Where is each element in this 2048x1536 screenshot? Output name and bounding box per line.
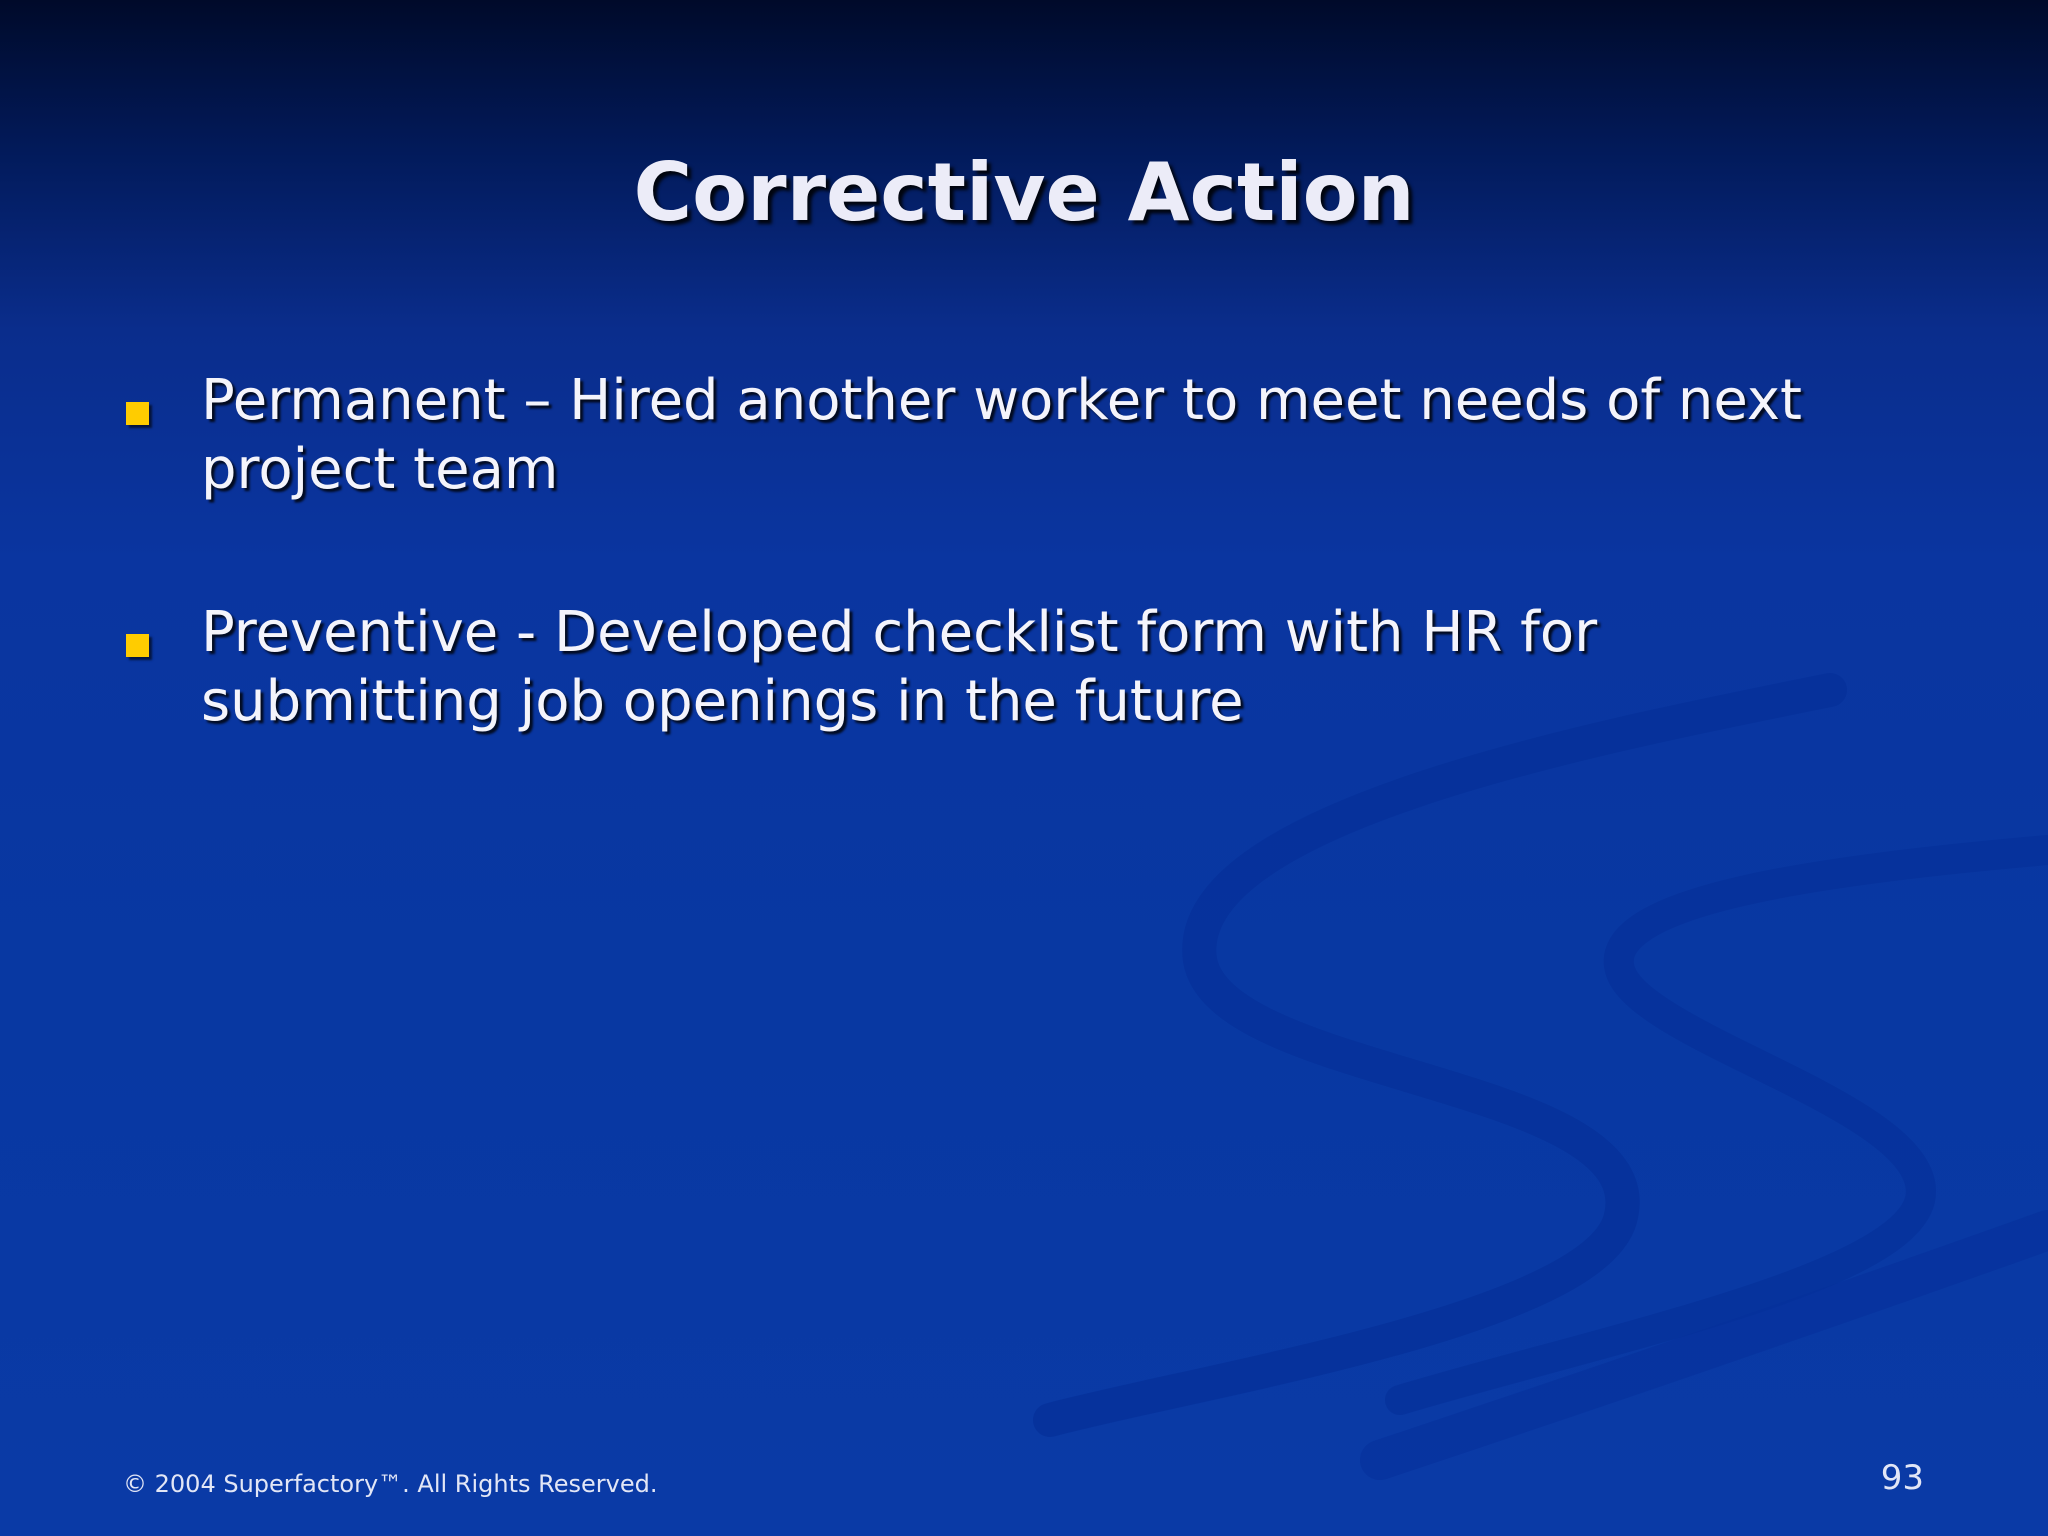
slide-title: Corrective Action xyxy=(633,146,1415,239)
copyright-notice: © 2004 Superfactory™. All Rights Reserved. xyxy=(123,1470,658,1498)
square-bullet-icon xyxy=(126,402,149,425)
page-number: 93 xyxy=(1880,1458,1924,1498)
square-bullet-icon xyxy=(126,634,149,657)
bullet-text: Permanent – Hired another worker to meet needs of next project team xyxy=(201,368,1802,502)
bullet-text: Preventive - Developed checklist form with HR for submitting job openings in the future xyxy=(201,600,1598,734)
